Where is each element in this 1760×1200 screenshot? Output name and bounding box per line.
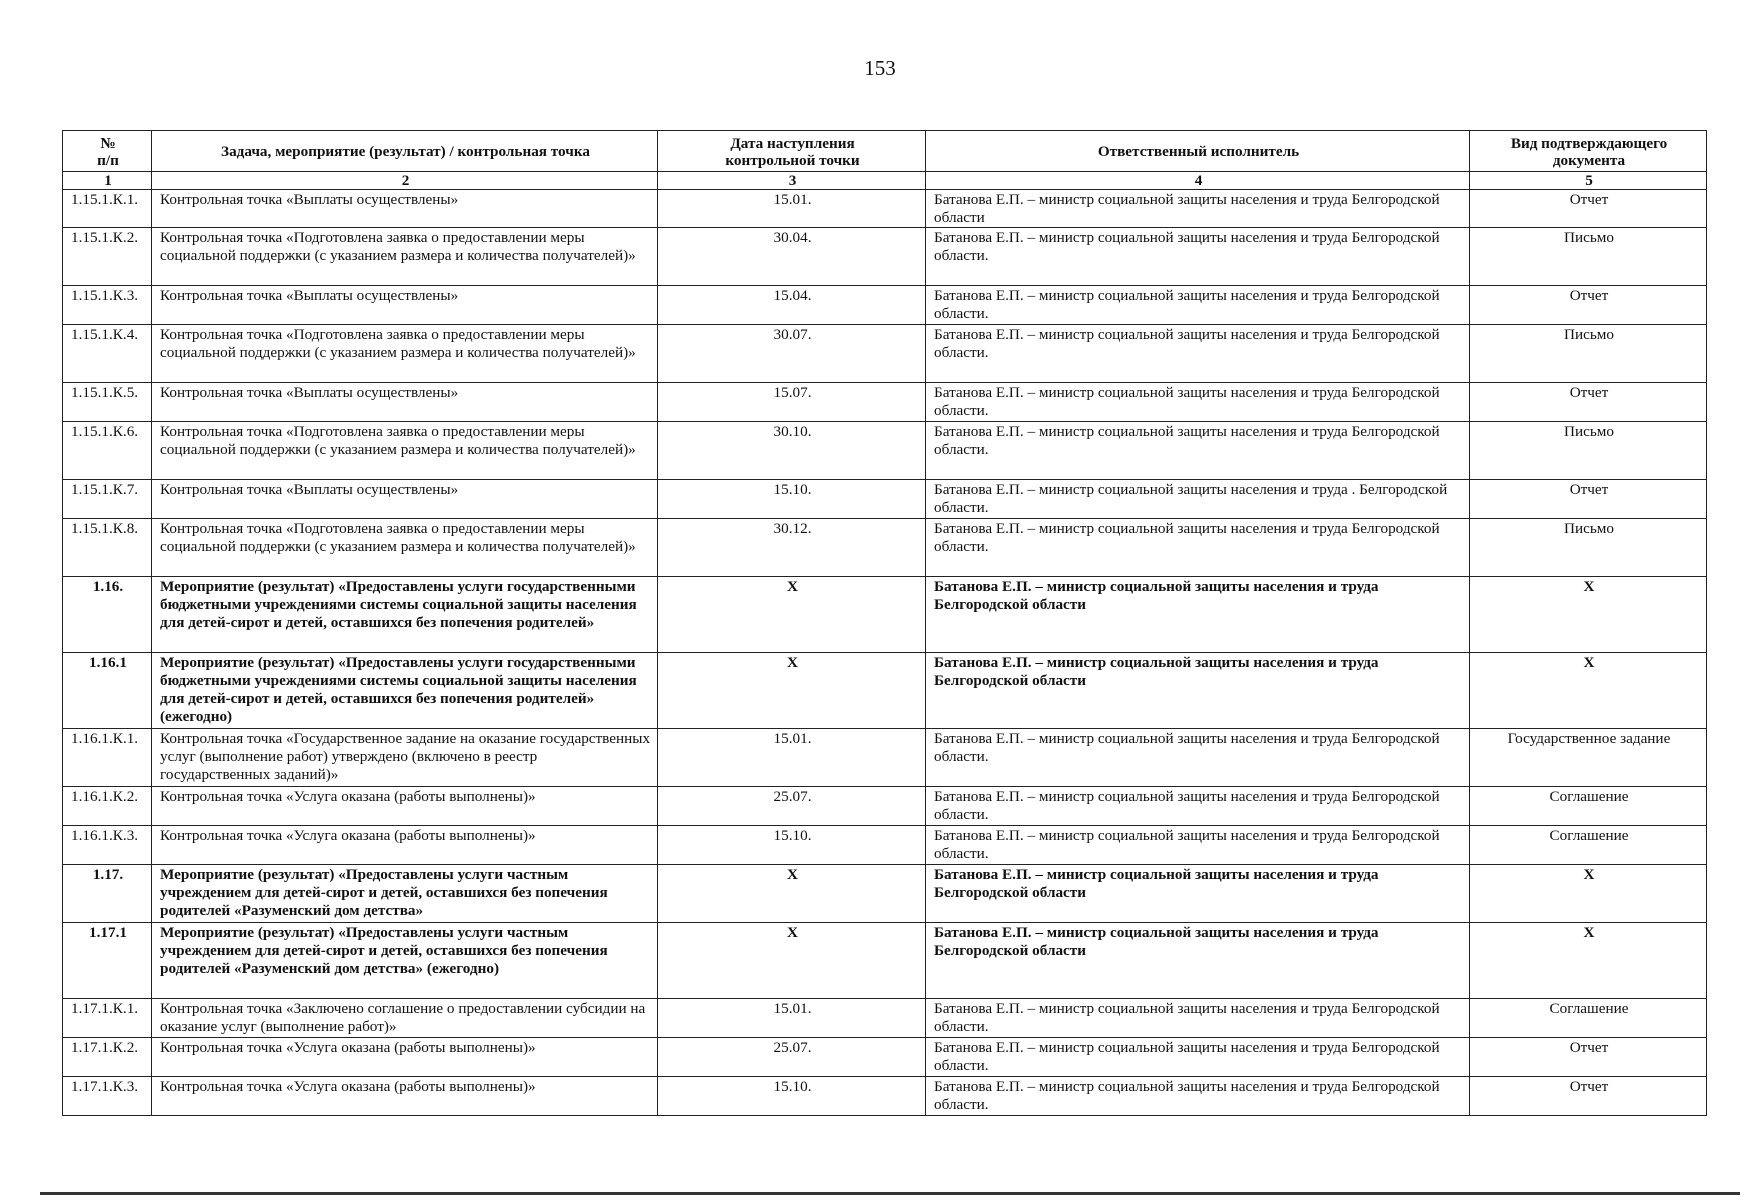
table-header-row xyxy=(63,131,1707,172)
row-date: 15.07. xyxy=(658,383,926,422)
row-number: 1.17. xyxy=(63,865,152,923)
row-responsible: Батанова Е.П. – министр социальной защиты населения и труда Белгородской области. xyxy=(926,729,1470,787)
row-number: 1.15.1.К.7. xyxy=(63,480,152,519)
row-document: Соглашение xyxy=(1470,999,1707,1038)
row-document: Письмо xyxy=(1470,519,1707,577)
row-number: 1.16.1.К.3. xyxy=(63,826,152,865)
row-document: Отчет xyxy=(1470,1077,1707,1116)
row-date: Х xyxy=(658,865,926,923)
header-number: № п/п xyxy=(63,131,152,172)
row-task: Контрольная точка «Услуга оказана (работы выполнены)» xyxy=(152,1077,658,1116)
row-date: 15.04. xyxy=(658,286,926,325)
row-responsible: Батанова Е.П. – министр социальной защиты населения и труда . Белгородской области. xyxy=(926,480,1470,519)
row-task: Контрольная точка «Выплаты осуществлены» xyxy=(152,190,658,228)
table-row xyxy=(63,826,1707,865)
row-date: 30.07. xyxy=(658,325,926,383)
row-date: 25.07. xyxy=(658,1038,926,1077)
row-responsible: Батанова Е.П. – министр социальной защиты населения и труда Белгородской области. xyxy=(926,383,1470,422)
row-document: Х xyxy=(1470,577,1707,653)
row-task: Контрольная точка «Подготовлена заявка о предоставлении меры социальной поддержки (с указанием размера и количества получателей)» xyxy=(152,325,658,383)
row-number: 1.15.1.К.8. xyxy=(63,519,152,577)
row-document: Х xyxy=(1470,923,1707,999)
row-document: Х xyxy=(1470,653,1707,729)
row-document: Письмо xyxy=(1470,325,1707,383)
row-responsible: Батанова Е.П. – министр социальной защиты населения и труда Белгородской области. xyxy=(926,519,1470,577)
row-number: 1.16.1 xyxy=(63,653,152,729)
row-number: 1.15.1.К.6. xyxy=(63,422,152,480)
column-number: 3 xyxy=(658,172,926,190)
row-date: 30.04. xyxy=(658,228,926,286)
row-number: 1.16.1.К.1. xyxy=(63,729,152,787)
row-document: Письмо xyxy=(1470,422,1707,480)
table-row xyxy=(63,999,1707,1038)
row-number: 1.17.1.К.3. xyxy=(63,1077,152,1116)
header-task: Задача, мероприятие (результат) / контрольная точка xyxy=(152,131,658,172)
row-date: 15.01. xyxy=(658,999,926,1038)
row-task: Контрольная точка «Подготовлена заявка о предоставлении меры социальной поддержки (с указанием размера и количества получателей)» xyxy=(152,519,658,577)
row-responsible: Батанова Е.П. – министр социальной защиты населения и труда Белгородской области. xyxy=(926,422,1470,480)
row-document: Отчет xyxy=(1470,383,1707,422)
row-number: 1.16.1.К.2. xyxy=(63,787,152,826)
row-responsible: Батанова Е.П. – министр социальной защиты населения и труда Белгородской области xyxy=(926,923,1470,999)
table-row xyxy=(63,519,1707,577)
table-row xyxy=(63,422,1707,480)
row-task: Мероприятие (результат) «Предоставлены услуги частным учреждением для детей-сирот и детей, оставшихся без попечения родителей «Разуменский дом детства» xyxy=(152,865,658,923)
column-number-row xyxy=(63,172,1707,190)
row-responsible: Батанова Е.П. – министр социальной защиты населения и труда Белгородской области. xyxy=(926,1038,1470,1077)
column-number: 4 xyxy=(926,172,1470,190)
row-number: 1.17.1.К.1. xyxy=(63,999,152,1038)
row-responsible: Батанова Е.П. – министр социальной защиты населения и труда Белгородской области. xyxy=(926,1077,1470,1116)
header-date: Дата наступления контрольной точки xyxy=(658,131,926,172)
row-task: Контрольная точка «Выплаты осуществлены» xyxy=(152,480,658,519)
column-number: 1 xyxy=(63,172,152,190)
row-responsible: Батанова Е.П. – министр социальной защиты населения и труда Белгородской области xyxy=(926,190,1470,228)
row-number: 1.17.1 xyxy=(63,923,152,999)
table-row xyxy=(63,383,1707,422)
row-task: Контрольная точка «Подготовлена заявка о предоставлении меры социальной поддержки (с указанием размера и количества получателей)» xyxy=(152,422,658,480)
table-row xyxy=(63,190,1707,228)
row-document: Х xyxy=(1470,865,1707,923)
table-row xyxy=(63,787,1707,826)
control-points-table xyxy=(62,130,1707,1116)
row-date: Х xyxy=(658,653,926,729)
row-document: Государственное задание xyxy=(1470,729,1707,787)
row-date: 15.01. xyxy=(658,190,926,228)
table-row xyxy=(63,653,1707,729)
row-task: Контрольная точка «Услуга оказана (работы выполнены)» xyxy=(152,787,658,826)
page-bottom-rule xyxy=(40,1192,1740,1195)
table-row xyxy=(63,228,1707,286)
row-document: Отчет xyxy=(1470,1038,1707,1077)
table-row xyxy=(63,1038,1707,1077)
row-task: Контрольная точка «Выплаты осуществлены» xyxy=(152,383,658,422)
row-task: Мероприятие (результат) «Предоставлены услуги частным учреждением для детей-сирот и детей, оставшихся без попечения родителей «Разуменский дом детства» (ежегодно) xyxy=(152,923,658,999)
row-responsible: Батанова Е.П. – министр социальной защиты населения и труда Белгородской области. xyxy=(926,999,1470,1038)
row-date: Х xyxy=(658,577,926,653)
row-document: Соглашение xyxy=(1470,826,1707,865)
row-task: Контрольная точка «Услуга оказана (работы выполнены)» xyxy=(152,826,658,865)
row-task: Контрольная точка «Услуга оказана (работы выполнены)» xyxy=(152,1038,658,1077)
row-date: 15.10. xyxy=(658,480,926,519)
row-responsible: Батанова Е.П. – министр социальной защиты населения и труда Белгородской области. xyxy=(926,286,1470,325)
row-task: Контрольная точка «Подготовлена заявка о предоставлении меры социальной поддержки (с указанием размера и количества получателей)» xyxy=(152,228,658,286)
row-task: Контрольная точка «Выплаты осуществлены» xyxy=(152,286,658,325)
table-row xyxy=(63,923,1707,999)
row-task: Контрольная точка «Заключено соглашение о предоставлении субсидии на оказание услуг (выполнение работ)» xyxy=(152,999,658,1038)
row-date: 15.10. xyxy=(658,1077,926,1116)
row-document: Письмо xyxy=(1470,228,1707,286)
row-responsible: Батанова Е.П. – министр социальной защиты населения и труда Белгородской области xyxy=(926,577,1470,653)
row-responsible: Батанова Е.П. – министр социальной защиты населения и труда Белгородской области. xyxy=(926,228,1470,286)
row-number: 1.17.1.К.2. xyxy=(63,1038,152,1077)
row-responsible: Батанова Е.П. – министр социальной защиты населения и труда Белгородской области xyxy=(926,865,1470,923)
row-document: Отчет xyxy=(1470,190,1707,228)
row-task: Мероприятие (результат) «Предоставлены услуги государственными бюджетными учреждениями системы социальной защиты населения для детей-сирот и детей, оставшихся без попечения родителей» xyxy=(152,577,658,653)
row-responsible: Батанова Е.П. – министр социальной защиты населения и труда Белгородской области xyxy=(926,653,1470,729)
row-date: 30.12. xyxy=(658,519,926,577)
page-number: 153 xyxy=(864,56,896,80)
row-date: 15.01. xyxy=(658,729,926,787)
row-number: 1.15.1.К.1. xyxy=(63,190,152,228)
row-responsible: Батанова Е.П. – министр социальной защиты населения и труда Белгородской области. xyxy=(926,325,1470,383)
table-row xyxy=(63,729,1707,787)
row-task: Контрольная точка «Государственное задание на оказание государственных услуг (выполнение работ) утверждено (включено в реестр государственных заданий)» xyxy=(152,729,658,787)
table-row xyxy=(63,1077,1707,1116)
row-number: 1.16. xyxy=(63,577,152,653)
row-document: Отчет xyxy=(1470,480,1707,519)
header-document: Вид подтверждающего документа xyxy=(1470,131,1707,172)
header-responsible: Ответственный исполнитель xyxy=(926,131,1470,172)
row-number: 1.15.1.К.2. xyxy=(63,228,152,286)
row-date: 25.07. xyxy=(658,787,926,826)
row-task: Мероприятие (результат) «Предоставлены услуги государственными бюджетными учреждениями системы социальной защиты населения для детей-сирот и детей, оставшихся без попечения родителей» (ежегодно) xyxy=(152,653,658,729)
row-date: 30.10. xyxy=(658,422,926,480)
table-row xyxy=(63,325,1707,383)
table-row xyxy=(63,286,1707,325)
row-document: Отчет xyxy=(1470,286,1707,325)
row-responsible: Батанова Е.П. – министр социальной защиты населения и труда Белгородской области. xyxy=(926,826,1470,865)
column-number: 2 xyxy=(152,172,658,190)
table-row xyxy=(63,480,1707,519)
column-number: 5 xyxy=(1470,172,1707,190)
row-responsible: Батанова Е.П. – министр социальной защиты населения и труда Белгородской области. xyxy=(926,787,1470,826)
row-number: 1.15.1.К.4. xyxy=(63,325,152,383)
row-date: Х xyxy=(658,923,926,999)
table-row xyxy=(63,577,1707,653)
table-row xyxy=(63,865,1707,923)
row-number: 1.15.1.К.3. xyxy=(63,286,152,325)
row-document: Соглашение xyxy=(1470,787,1707,826)
row-date: 15.10. xyxy=(658,826,926,865)
row-number: 1.15.1.К.5. xyxy=(63,383,152,422)
